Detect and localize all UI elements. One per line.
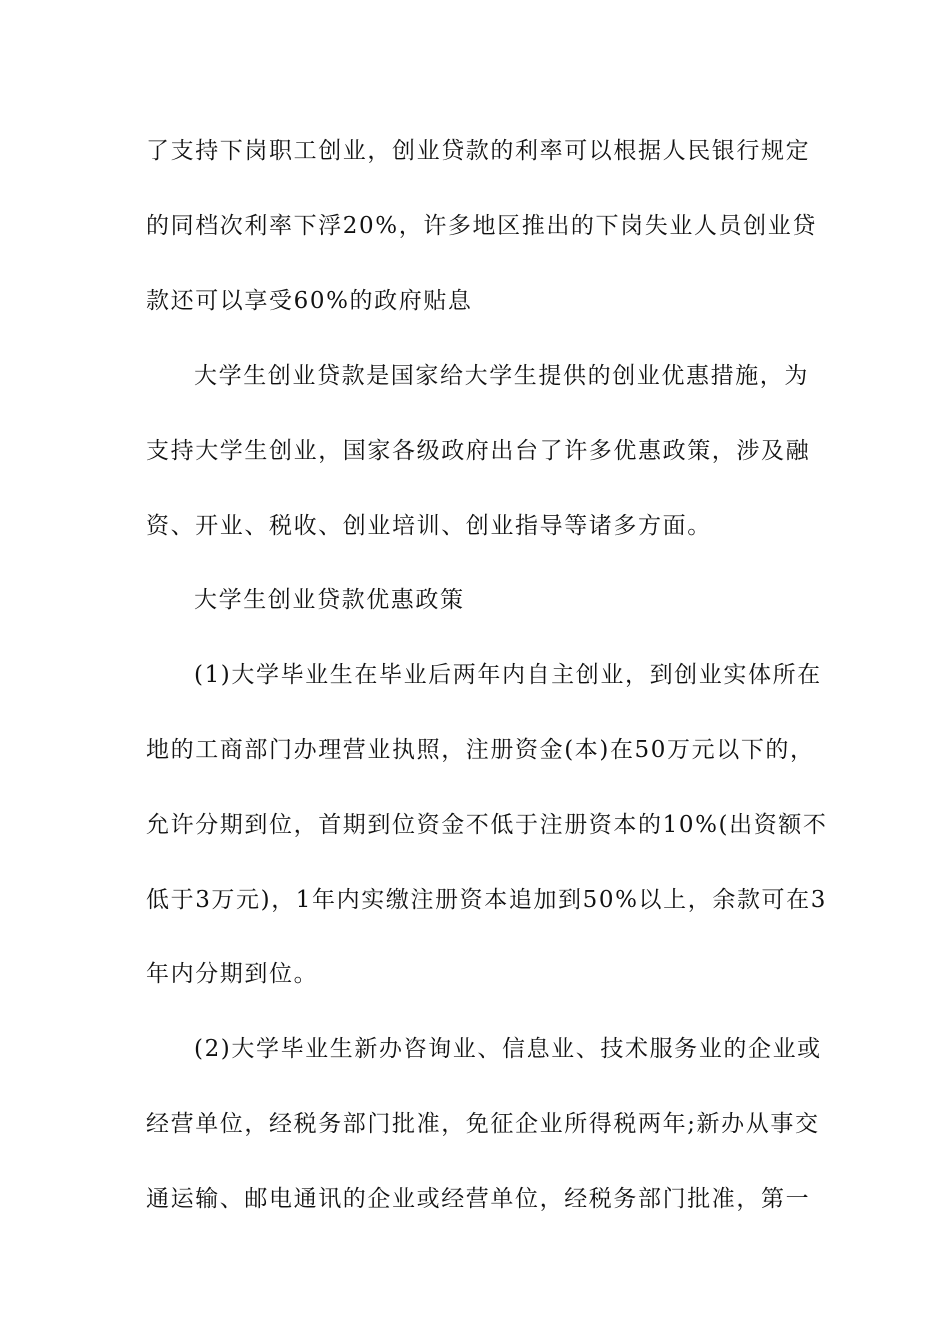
paragraph-first-line: (2)大学毕业生新办咨询业、信息业、技术服务业的企业或 bbox=[194, 1036, 822, 1062]
text-line: 年内分期到位。 bbox=[146, 961, 319, 987]
paragraph-first-line: (1)大学毕业生在毕业后两年内自主创业，到创业实体所在 bbox=[194, 662, 822, 688]
paragraph-first-line: 大学生创业贷款是国家给大学生提供的创业优惠措施，为 bbox=[194, 363, 809, 389]
text-line: 了支持下岗职工创业，创业贷款的利率可以根据人民银行规定 bbox=[146, 138, 811, 164]
text-line: 经营单位，经税务部门批准，免征企业所得税两年;新办从事交 bbox=[146, 1111, 820, 1137]
text-line: 低于3万元)，1年内实缴注册资本追加到50%以上，余款可在3 bbox=[146, 887, 827, 913]
text-line: 资、开业、税收、创业培训、创业指导等诸多方面。 bbox=[146, 513, 712, 539]
text-line: 的同档次利率下浮20%，许多地区推出的下岗失业人员创业贷 bbox=[146, 213, 817, 239]
text-line: 地的工商部门办理营业执照，注册资金(本)在50万元以下的， bbox=[146, 737, 815, 763]
text-line: 通运输、邮电通讯的企业或经营单位，经税务部门批准，第一 bbox=[146, 1186, 811, 1212]
section-heading: 大学生创业贷款优惠政策 bbox=[194, 587, 465, 613]
text-line: 支持大学生创业，国家各级政府出台了许多优惠政策，涉及融 bbox=[146, 438, 811, 464]
text-line: 允许分期到位，首期到位资金不低于注册资本的10%(出资额不 bbox=[146, 812, 828, 838]
text-line: 款还可以享受60%的政府贴息 bbox=[146, 288, 473, 314]
